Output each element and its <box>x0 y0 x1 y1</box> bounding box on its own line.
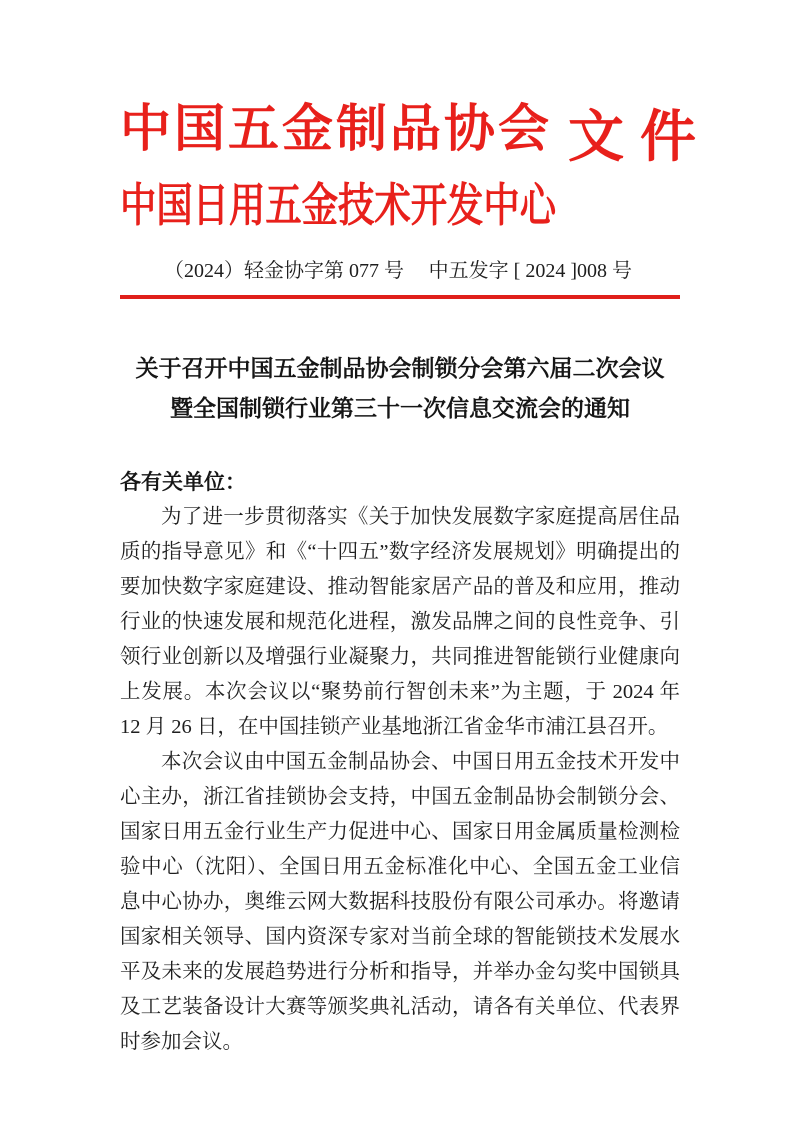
document-number-right: 中五发字 [ 2024 ]008 号 <box>428 260 632 282</box>
document-title <box>120 349 680 429</box>
org-name-secondary: 中国日用五金技术开发中心 <box>120 180 557 231</box>
document-title-line1: 关于召开中国五金制品协会制锁分会第六届二次会议 <box>135 356 665 381</box>
document-number-left: （2024）轻金协字第 077 号 <box>164 260 404 282</box>
org-name-primary: 中国五金制品协会 <box>120 102 553 158</box>
salutation: 各有关单位： <box>120 470 246 494</box>
body-paragraph-1: 为了进一步贯彻落实《关于加快发展数字家庭提高居住品质的指导意见》和《“十四五”数字经济发展规划》明确提出的要加快数字家庭建设、推动智能家居产品的普及和应用，推动行业的快速发展和规范化进程，激发品牌之间的良性竞争、引领行业创新以及增强行业凝聚力，共同推进智能锁行业健康向上发展。本次会议以“聚势前行智创未来”为主题，于 2024 年 12 月 26 日，在中国挂锁产业基地浙江省金华市浦江县召开。 <box>120 506 680 738</box>
body-paragraph-2: 本次会议由中国五金制品协会、中国日用五金技术开发中心主办，浙江省挂锁协会支持，中国五金制品协会制锁分会、国家日用五金行业生产力促进中心、国家日用金属质量检测检验中心（沈阳）、全国日用五金标准化中心、全国五金工业信息中心协办，奥维云网大数据科技股份有限公司承办。将邀请国家相关领导、国内资深专家对当前全球的智能锁技术发展水平及未来的发展趋势进行分析和指导，并举办金勾奖中国锁具及工艺装备设计大赛等颁奖典礼活动，请各有关单位、代表界时参加会议。 <box>120 751 680 1053</box>
document-number-row <box>120 256 680 286</box>
document-word: 文件 <box>568 107 713 169</box>
letterhead-row-secondary <box>120 160 680 232</box>
document-title-line2: 暨全国制锁行业第三十一次信息交流会的通知 <box>170 396 630 421</box>
document-body <box>120 349 680 1060</box>
red-divider-rule <box>120 295 680 299</box>
letterhead-row-primary <box>120 0 713 169</box>
letterhead <box>120 0 713 299</box>
